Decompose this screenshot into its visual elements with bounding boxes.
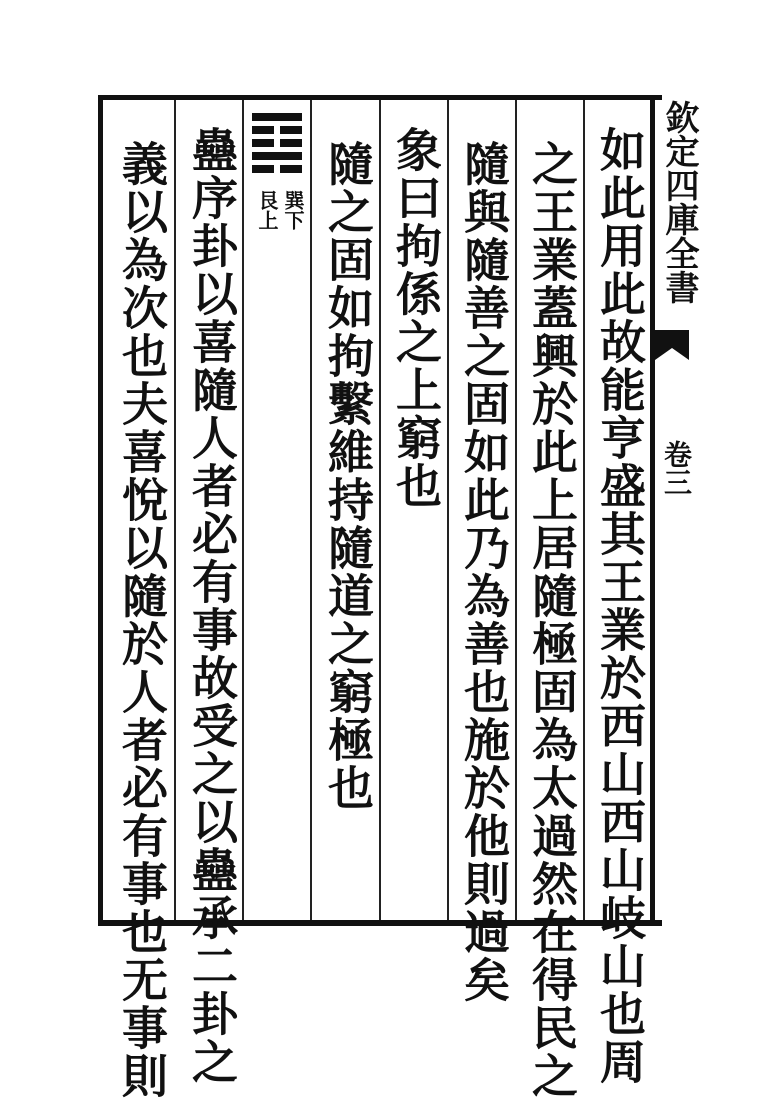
frame-top-border	[100, 95, 662, 100]
frame-left-border	[98, 95, 103, 926]
column-rule	[447, 100, 449, 920]
hexagram-line	[252, 126, 302, 134]
text-column-6: 蠱序卦以喜隨人者必有事故受之以蠱承二卦之	[185, 126, 239, 1086]
column-rule	[174, 100, 176, 920]
hexagram-gu	[252, 113, 302, 178]
column-rule	[583, 100, 585, 920]
column-rule	[515, 100, 517, 920]
column-rule	[242, 100, 244, 920]
hexagram-upper-label: 巽下	[281, 190, 305, 230]
text-column-1: 如此用此故能亨盛其王業於西山西山岐山也周	[593, 126, 647, 1086]
hexagram-line	[252, 152, 302, 160]
text-column-7: 義以為次也夫喜悅以隨於人者必有事也无事則	[115, 140, 169, 1100]
hexagram-lower-label: 艮上	[255, 190, 279, 230]
hexagram-line	[252, 139, 302, 147]
column-rule	[379, 100, 381, 920]
text-column-4: 象曰拘係之上窮也	[389, 126, 443, 510]
text-column-5: 隨之固如拘繫維持隨道之窮極也	[321, 140, 375, 812]
text-column-2: 之王業蓋興於此上居隨極固為太過然在得民之	[525, 140, 579, 1100]
column-rule	[310, 100, 312, 920]
frame-right-border	[650, 95, 655, 926]
hexagram-line	[252, 113, 302, 121]
text-column-3: 隨與隨善之固如此乃為善也施於他則過矣	[457, 140, 511, 1004]
hexagram-line	[252, 165, 302, 173]
fish-tail-mark	[655, 330, 689, 360]
margin-volume-label: 卷三	[660, 440, 693, 496]
margin-book-title: 欽定四庫全書	[659, 100, 699, 304]
